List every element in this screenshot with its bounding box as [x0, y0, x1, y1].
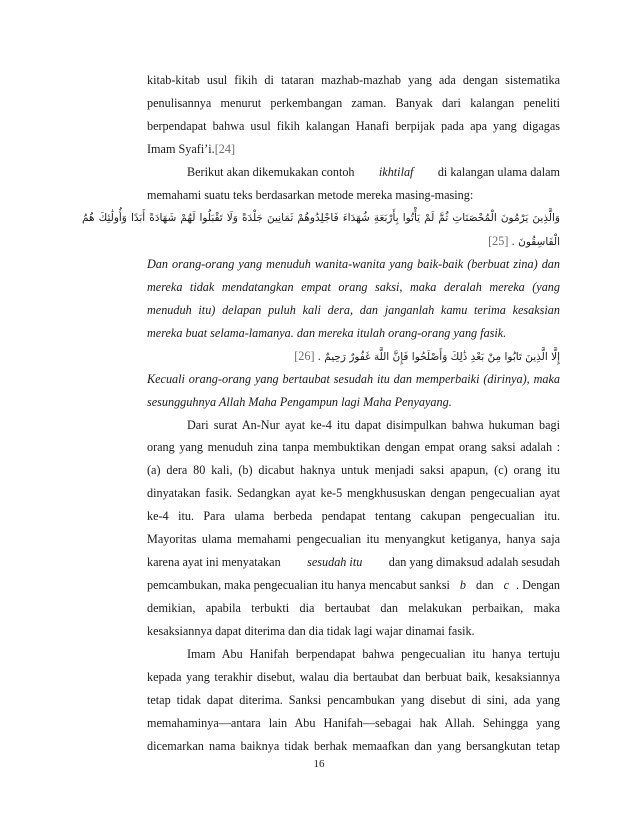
arabic-verse-line — [280, 348, 560, 365]
line-text: Imam Syafi’i. — [147, 141, 215, 156]
paragraph-line: Imam Abu Hanifah berpendapat bahwa pengecualian itu hanya tertuju — [187, 647, 560, 662]
paragraph-line: memahami suatu teks berdasarkan metode mereka masing-masing: — [147, 187, 474, 202]
paragraph-line: penulisannya menurut perkembangan zaman. Banyak dari kalangan peneliti — [147, 96, 560, 110]
paragraph-line: Mayoritas ulama memahami pengecualian itu menyangkut ketiganya, hanya saja — [147, 532, 560, 547]
translation-line: mereka buat selama-lamanya. dan mereka itulah orang-orang yang fasik. — [147, 325, 507, 340]
line-text: pemcambukan, maka pengecualian itu hanya mencabut sanksi — [147, 578, 453, 593]
paragraph-line: tetap tidak dapat diterima. Sanksi pencambukan yang disebut di sini, ada yang — [147, 693, 560, 708]
line-text: . Dengan — [515, 578, 560, 593]
line-text: dan yang dimaksud adalah sesudah — [385, 555, 560, 570]
paragraph-line: ke-4 itu. Para ulama berbeda pendapat tentang cakupan pengecualian itu. — [147, 509, 560, 524]
paragraph-line: kesaksiannya dapat diterima dan dia tidak lagi wajar dinamai fasik. — [147, 624, 475, 639]
paragraph-line: demikian, apabila terbukti dia bertaubat dan melakukan perbaikan, maka — [147, 601, 560, 616]
paragraph-line: memahaminya—antara lain Abu Hanifah—sebagai hak Allah. Sehingga yang — [147, 716, 560, 730]
paragraph-line — [187, 164, 560, 180]
footnote-reference[interactable]: [25] — [488, 233, 509, 248]
paragraph-line: berpendapat bahwa usul fikih kalangan Hanafi berpijak pada apa yang digagas — [147, 118, 560, 133]
line-text: di kalangan ulama dalam — [434, 164, 560, 179]
translation-line: sesungguhnya Allah Maha Pengampun lagi Maha Penyayang. — [147, 394, 452, 409]
arabic-text: الْفَاسِقُونَ . — [511, 235, 560, 248]
translation-line: mereka tidak mendatangkan empat orang saksi, maka deralah mereka (yang — [147, 279, 560, 294]
page-number: 16 — [313, 758, 325, 770]
paragraph-line: kitab-kitab usul fikih di tataran mazhab-mazhab yang ada dengan sistematika — [147, 73, 560, 87]
paragraph-line: Dari surat An-Nur ayat ke-4 itu dapat disimpulkan bahwa hukuman bagi — [187, 417, 560, 432]
line-text: Berikut akan dikemukakan contoh — [187, 164, 358, 179]
paragraph-line: kepada yang terakhir disebut, walau dia bertaubat dan berbuat baik, kesaksiannya — [147, 670, 560, 685]
footnote-reference[interactable]: [24] — [214, 141, 236, 156]
arabic-verse-line — [456, 233, 560, 250]
italic-term: b — [459, 578, 466, 593]
arabic-text: إِلَّا الَّذِينَ تَابُوا مِنْ بَعْدِ ذَٰلِكَ وَأَصْلَحُوا فَإِنَّ اللَّهَ غَفُورٌ رَحِيمٌ . — [317, 350, 560, 363]
italic-term: c — [503, 578, 510, 593]
paragraph-line: (a) dera 80 kali, (b) dicabut haknya untuk menjadi saksi apapun, (c) orang itu — [147, 463, 560, 478]
translation-line: Kecuali orang-orang yang bertaubat sesudah itu dan memperbaiki (dirinya), maka — [147, 371, 560, 386]
italic-term: sesudah itu — [307, 555, 363, 570]
paragraph-line — [147, 141, 235, 157]
italic-term: ikhtilaf — [378, 164, 414, 179]
paragraph-line — [147, 554, 560, 570]
line-text: dan — [472, 578, 497, 593]
paragraph-line — [147, 577, 560, 593]
line-text: karena ayat ini menyatakan — [147, 555, 284, 570]
arabic-verse-line: وَالَّذِينَ يَرْمُونَ الْمُحْصَنَاتِ ثُمَّ لَمْ يَأْتُوا بِأَرْبَعَةِ شُهَدَاءَ فَاجْلِدُوهُمْ ثَمَانِينَ جَلْدَةً وَلَا تَقْبَلُوا لَهُمْ شَهَادَةً أَبَدًا وَأُولَٰئِكَ هُمُ — [82, 211, 560, 224]
paragraph-line: orang yang menuduh zina tanpa membuktikan dengan empat orang saksi adalah : — [147, 440, 560, 455]
paragraph-line: dinyatakan fasik. Sedangkan ayat ke-5 mengkhususkan dengan pengecualian ayat — [147, 486, 560, 501]
paragraph-line: dicemarkan nama baiknya tidak berhak memaafkan dan yang bersangkutan tetap — [147, 739, 560, 753]
footnote-reference[interactable]: [26] — [294, 348, 315, 363]
translation-line: Dan orang-orang yang menuduh wanita-wanita yang baik-baik (berbuat zina) dan — [147, 256, 560, 271]
translation-line: menuduh itu) delapan puluh kali dera, dan janganlah kamu terima kesaksian — [147, 302, 560, 317]
